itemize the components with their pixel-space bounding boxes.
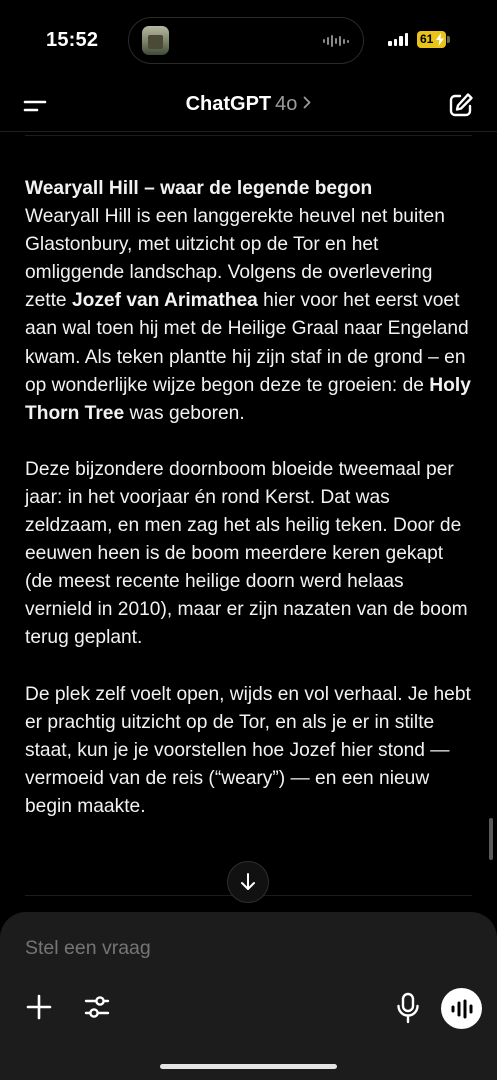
bold-tree-name: Holy Thorn Tree (25, 374, 471, 424)
charging-bolt-icon (436, 33, 444, 46)
home-indicator[interactable] (160, 1064, 337, 1069)
message-paragraph-2: Deze bijzondere doornboom bloeide tweemaal per jaar: in het voorjaar én rond Kerst. Dat was zeldzaam, en men zag het als heilig teken. Door de eeuwen heen is de boom meerdere keren gekapt (de meest recente heilige doorn werd helaas vernield in 2010), maar er zijn nazaten van de boom terug geplant. (25, 458, 468, 649)
status-bar (0, 0, 497, 80)
scrollbar[interactable] (489, 818, 493, 860)
audio-waveform-icon (323, 34, 349, 48)
arrow-down-icon (239, 872, 257, 892)
assistant-message (25, 175, 475, 821)
top-nav-bar (0, 80, 497, 132)
model-name: 4o (275, 93, 298, 115)
message-input[interactable] (25, 937, 445, 960)
app-title: ChatGPT (185, 93, 272, 115)
battery-icon (417, 31, 450, 48)
new-chat-edit-icon[interactable] (447, 91, 475, 119)
model-selector[interactable] (0, 93, 497, 116)
voice-mode-icon (450, 999, 474, 1019)
message-composer (0, 912, 497, 1080)
plus-icon[interactable] (24, 992, 54, 1022)
message-paragraph-3: De plek zelf voelt open, wijds en vol verhaal. Je hebt er prachtig uitzicht op de Tor, en als je er in stilte staat, kun je je voorstellen hoe Jozef hier stond — vermoeid van de reis (“weary”) — en een nieuw begin maakte. (25, 683, 471, 817)
scroll-to-bottom-button[interactable] (227, 861, 269, 903)
chevron-right-icon (303, 96, 311, 109)
status-time: 15:52 (46, 29, 99, 51)
battery-cap (447, 36, 450, 43)
media-thumbnail-icon (142, 26, 169, 55)
divider (25, 135, 472, 136)
cellular-signal-icon (388, 33, 408, 46)
message-paragraph-1: Wearyall Hill is een langgerekte heuvel net buiten Glastonbury, met uitzicht op de Tor en het omliggende landschap. Volgens de overlevering zette Jozef van Arimathea hier voor het eerst voet aan wal toen hij met de Heilige Graal naar Engeland kwam. Als teken plantte hij zijn staf in de grond – en op wonderlijke wijze begon deze te groeien: de Holy Thorn Tree was geboren. (25, 206, 471, 424)
sliders-icon[interactable] (82, 992, 112, 1022)
section-heading: Wearyall Hill – waar de legende begon (25, 178, 373, 199)
bold-name: Jozef van Arimathea (71, 290, 258, 312)
voice-mode-button[interactable] (441, 988, 482, 1029)
microphone-icon[interactable] (395, 992, 421, 1024)
battery-level: 61 (417, 31, 446, 48)
dynamic-island[interactable] (128, 17, 364, 64)
